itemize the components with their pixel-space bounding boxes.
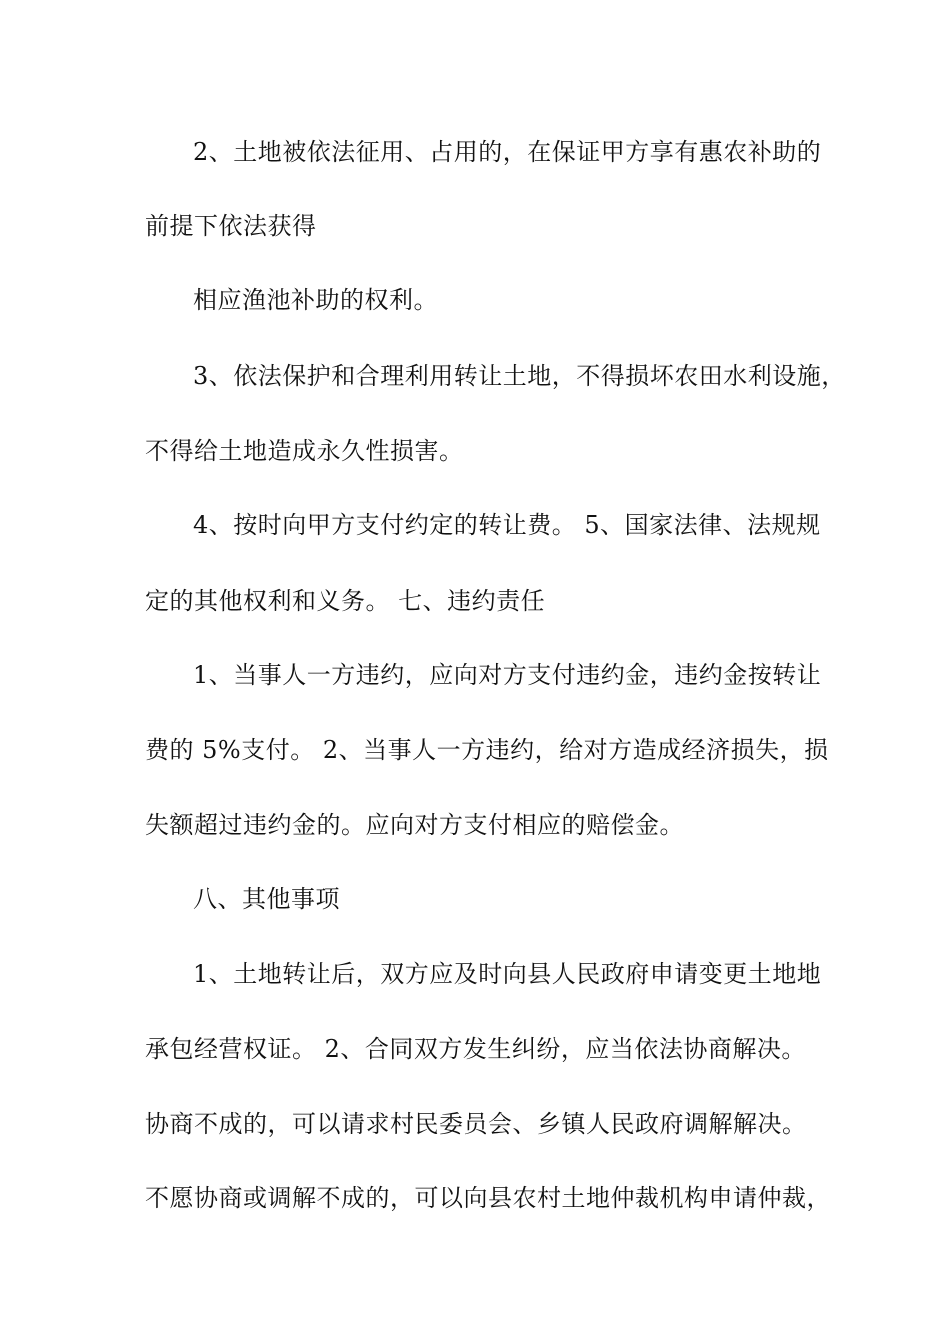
text-line: 1、当事人一方违约，应向对方支付违约金，违约金按转让	[193, 661, 822, 689]
text-line: 承包经营权证。 2、合同双方发生纠纷，应当依法协商解决。	[145, 1035, 806, 1063]
section-heading: 八、其他事项	[193, 885, 340, 913]
text-line: 2、土地被依法征用、占用的，在保证甲方享有惠农补助的	[193, 138, 822, 166]
text-line: 3、依法保护和合理利用转让土地，不得损坏农田水利设施，	[193, 362, 846, 390]
text-line: 1、土地转让后，双方应及时向县人民政府申请变更土地地	[193, 960, 822, 988]
text-line: 协商不成的，可以请求村民委员会、乡镇人民政府调解解决。	[145, 1110, 807, 1138]
text-line: 失额超过违约金的。应向对方支付相应的赔偿金。	[145, 811, 684, 839]
text-line: 定的其他权利和义务。 七、违约责任	[145, 587, 546, 615]
text-line: 费的 5%支付。 2、当事人一方违约，给对方造成经济损失，损	[145, 736, 829, 764]
text-line: 前提下依法获得	[145, 212, 317, 240]
text-line: 不得给土地造成永久性损害。	[145, 437, 464, 465]
text-line: 相应渔池补助的权利。	[193, 286, 438, 314]
text-line: 4、按时向甲方支付约定的转让费。 5、国家法律、法规规	[193, 511, 821, 539]
text-line: 不愿协商或调解不成的，可以向县农村土地仲裁机构申请仲裁，	[145, 1184, 831, 1212]
